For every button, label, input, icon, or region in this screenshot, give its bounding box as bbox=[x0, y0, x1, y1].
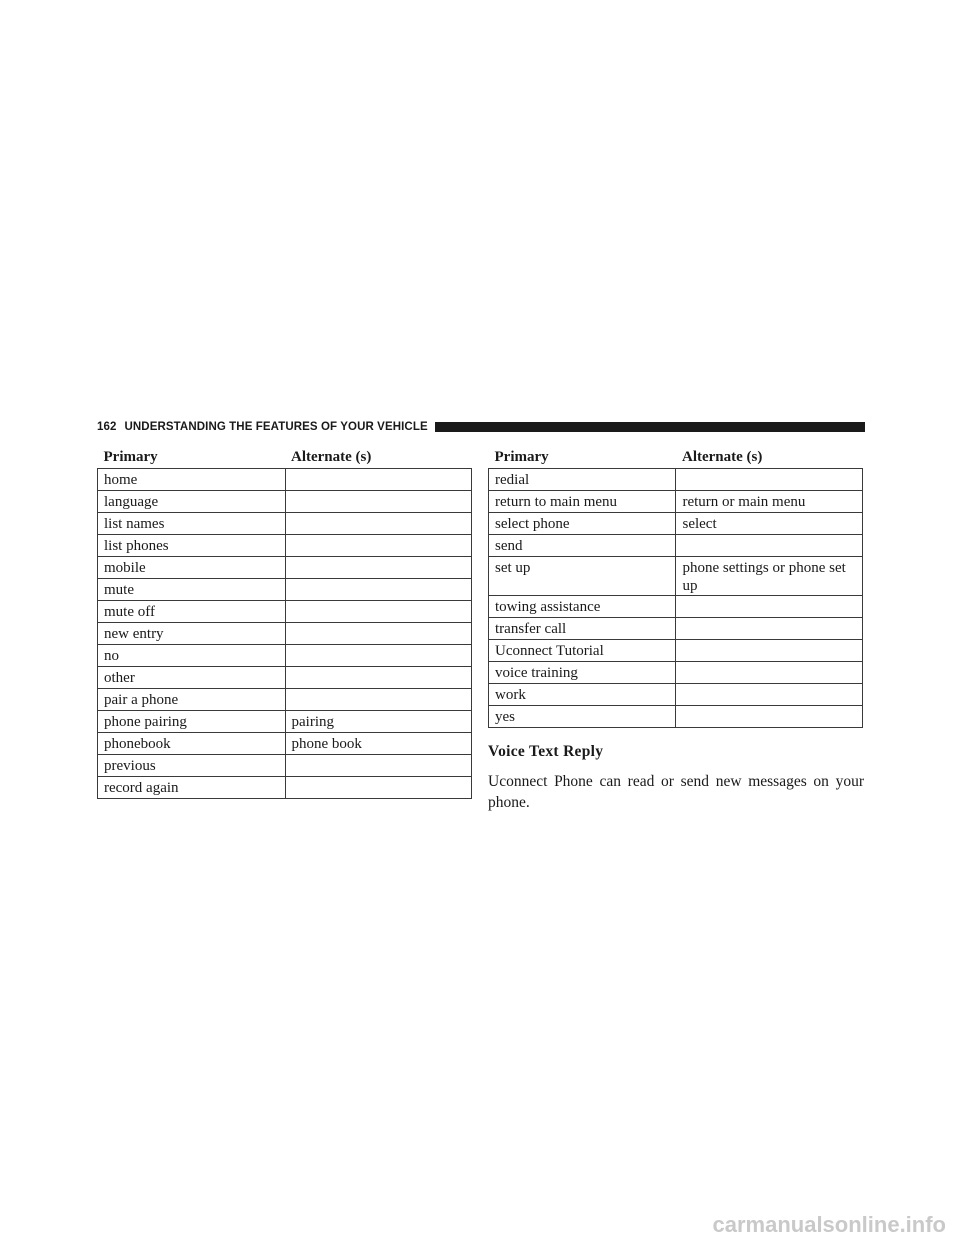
alternate-command-cell bbox=[285, 754, 472, 776]
table-row bbox=[98, 644, 472, 666]
alternate-command-cell: phone settings or phone set up bbox=[676, 556, 863, 595]
table-row bbox=[98, 732, 472, 754]
header-rule bbox=[435, 422, 865, 432]
table-row bbox=[98, 490, 472, 512]
alternate-command-cell bbox=[285, 666, 472, 688]
table-row bbox=[489, 534, 863, 556]
table-row bbox=[98, 468, 472, 490]
alternate-command-cell bbox=[285, 556, 472, 578]
alternate-command-cell bbox=[676, 595, 863, 617]
primary-command-cell: redial bbox=[489, 468, 676, 490]
table-row bbox=[98, 600, 472, 622]
alternate-command-cell: return or main menu bbox=[676, 490, 863, 512]
table-row bbox=[98, 534, 472, 556]
primary-command-cell: no bbox=[98, 644, 286, 666]
column-header-alternate: Alternate (s) bbox=[676, 446, 863, 468]
primary-command-cell: previous bbox=[98, 754, 286, 776]
alternate-command-cell bbox=[285, 776, 472, 798]
section-heading: Voice Text Reply bbox=[488, 743, 604, 760]
primary-command-cell: list names bbox=[98, 512, 286, 534]
primary-command-cell: send bbox=[489, 534, 676, 556]
alternate-command-cell bbox=[285, 644, 472, 666]
table-row bbox=[98, 512, 472, 534]
alternate-command-cell bbox=[285, 578, 472, 600]
table-row bbox=[98, 622, 472, 644]
primary-command-cell: yes bbox=[489, 705, 676, 727]
primary-command-cell: home bbox=[98, 468, 286, 490]
primary-command-cell: language bbox=[98, 490, 286, 512]
primary-command-cell: work bbox=[489, 683, 676, 705]
alternate-command-cell bbox=[285, 600, 472, 622]
alternate-command-cell bbox=[676, 661, 863, 683]
primary-command-cell: other bbox=[98, 666, 286, 688]
alternate-command-cell bbox=[676, 617, 863, 639]
table-row bbox=[98, 754, 472, 776]
alternate-command-cell: phone book bbox=[285, 732, 472, 754]
alternate-command-cell bbox=[285, 534, 472, 556]
table-row bbox=[98, 578, 472, 600]
primary-command-cell: set up bbox=[489, 556, 676, 595]
table-header-row bbox=[489, 446, 863, 468]
alternate-command-cell bbox=[676, 683, 863, 705]
table-row bbox=[489, 556, 863, 595]
page-number: 162 bbox=[97, 421, 117, 433]
alternate-command-cell bbox=[285, 490, 472, 512]
table-row bbox=[489, 639, 863, 661]
table-row bbox=[489, 705, 863, 727]
table-row bbox=[98, 666, 472, 688]
primary-command-cell: pair a phone bbox=[98, 688, 286, 710]
alternate-command-cell: select bbox=[676, 512, 863, 534]
primary-command-cell: new entry bbox=[98, 622, 286, 644]
alternate-command-cell bbox=[285, 512, 472, 534]
voice-commands-table-left bbox=[97, 446, 472, 799]
primary-command-cell: select phone bbox=[489, 512, 676, 534]
table-row bbox=[489, 512, 863, 534]
table-row bbox=[489, 617, 863, 639]
primary-command-cell: voice training bbox=[489, 661, 676, 683]
alternate-command-cell bbox=[676, 639, 863, 661]
table-row bbox=[489, 683, 863, 705]
table-row bbox=[489, 661, 863, 683]
column-header-alternate: Alternate (s) bbox=[285, 446, 472, 468]
table-header-row bbox=[98, 446, 472, 468]
primary-command-cell: towing assistance bbox=[489, 595, 676, 617]
primary-command-cell: mute bbox=[98, 578, 286, 600]
table-row bbox=[98, 688, 472, 710]
table-row bbox=[98, 710, 472, 732]
primary-command-cell: record again bbox=[98, 776, 286, 798]
alternate-command-cell bbox=[676, 705, 863, 727]
primary-command-cell: phonebook bbox=[98, 732, 286, 754]
site-watermark: carmanualsonline.info bbox=[712, 1212, 946, 1237]
alternate-command-cell bbox=[676, 534, 863, 556]
primary-command-cell: Uconnect Tutorial bbox=[489, 639, 676, 661]
alternate-command-cell bbox=[285, 622, 472, 644]
chapter-title: UNDERSTANDING THE FEATURES OF YOUR VEHICLE bbox=[124, 421, 428, 433]
alternate-command-cell bbox=[285, 468, 472, 490]
alternate-command-cell: pairing bbox=[285, 710, 472, 732]
page-header bbox=[97, 420, 865, 434]
column-header-primary: Primary bbox=[489, 446, 676, 468]
table-row bbox=[98, 776, 472, 798]
table-row bbox=[98, 556, 472, 578]
table-row bbox=[489, 468, 863, 490]
primary-command-cell: list phones bbox=[98, 534, 286, 556]
alternate-command-cell bbox=[285, 688, 472, 710]
primary-command-cell: mobile bbox=[98, 556, 286, 578]
voice-commands-table-right bbox=[488, 446, 863, 728]
primary-command-cell: mute off bbox=[98, 600, 286, 622]
section-body-text: Uconnect Phone can read or send new messages on your phone. bbox=[488, 773, 864, 811]
column-header-primary: Primary bbox=[98, 446, 286, 468]
alternate-command-cell bbox=[676, 468, 863, 490]
table-row bbox=[489, 490, 863, 512]
primary-command-cell: transfer call bbox=[489, 617, 676, 639]
table-row bbox=[489, 595, 863, 617]
primary-command-cell: phone pairing bbox=[98, 710, 286, 732]
primary-command-cell: return to main menu bbox=[489, 490, 676, 512]
